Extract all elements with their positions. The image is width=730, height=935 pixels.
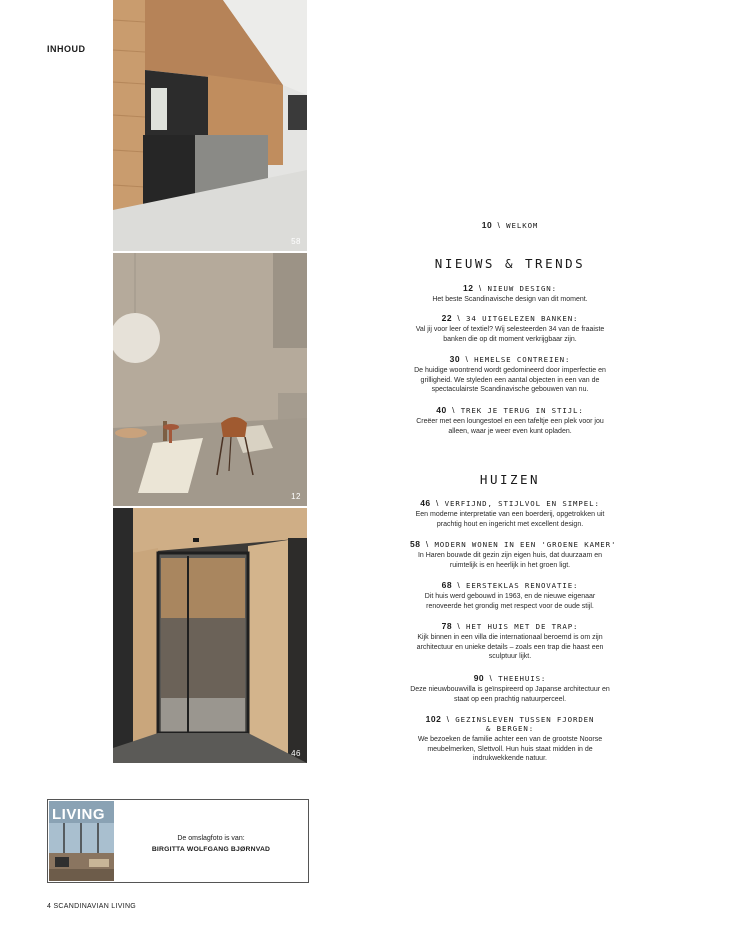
toc-entry-title-continued: & BERGEN: <box>485 724 535 733</box>
page-footer <box>47 903 136 910</box>
toc-entry-description: In Haren bouwde dit gezin zijn eigen huis, dat duurzaam en ruimtelijk is en heerlijk in het groen ligt. <box>417 552 603 569</box>
toc-entry[interactable]: 40 \ TREK JE TERUG IN STIJL: Creëer met een loungestoel en een tafeltje een plek voor jou alleen, waar je weer even kunt opladen. <box>410 405 610 436</box>
toc-entry-description: Kijk binnen in een villa die internationaal beroemd is om zijn architectuur en unieke details – zoals een trap die haast een sculptuur lijkt. <box>416 634 604 660</box>
cover-logo: LIVING <box>52 806 106 823</box>
cover-caption: De omslagfoto is van: <box>177 835 245 842</box>
cover-credit-box <box>47 799 309 883</box>
toc-page-number: 40 <box>436 405 447 415</box>
toc-entry[interactable]: 68 \ EERSTEKLAS RENOVATIE: Dit huis werd gebouwd in 1963, en de nieuwe eigenaar renoveerde het grondig met respect voor de oude stijl. <box>410 580 610 611</box>
toc-entry-title: GEZINSLEVEN TUSSEN FJORDEN <box>455 715 595 724</box>
toc-entry-title: THEEHUIS: <box>498 674 547 683</box>
entrance-photo <box>113 508 307 763</box>
toc-entry[interactable]: 12 \ NIEUW DESIGN: Het beste Scandinavische design van dit moment. <box>410 283 610 305</box>
toc-entry-description: We bezoeken de familie achter een van de grootste Noorse meubelmerken, Slettvoll. Hun huis staat midden in de indrukwekkende natuur. <box>417 736 603 762</box>
toc-entry-title: 34 UITGELEZEN BANKEN: <box>466 314 579 323</box>
toc-entry-description: Dit huis werd gebouwd in 1963, en de nieuwe eigenaar renoveerde het grondig met respect voor de oude stijl. <box>424 593 596 610</box>
toc-entry-title: HET HUIS MET DE TRAP: <box>466 622 579 631</box>
toc-entry-description: Deze nieuwbouwvilla is geïnspireerd op Japanse architectuur en staat op een prachtig natuurperceel. <box>410 686 610 703</box>
toc-entry-title: HEMELSE CONTREIEN: <box>474 355 571 364</box>
toc-page-number: 78 <box>441 621 453 631</box>
toc-page-number: 102 <box>425 714 442 724</box>
toc-entry-description: Het beste Scandinavische design van dit moment. <box>432 296 588 303</box>
photo-page-number: 46 <box>291 749 301 758</box>
magazine-name: SCANDINAVIAN LIVING <box>53 903 137 910</box>
toc-entry-description: De huidige woontrend wordt gedomineerd door imperfectie en grilligheid. We styleden een aantal objecten in een van de spectaculairste Scandinavische gebouwen van nu. <box>414 367 606 393</box>
toc-entry[interactable]: 46 \ VERFIJND, STIJLVOL EN SIMPEL: Een moderne interpretatie van een boerderij, opgetrokken uit prachtig hout en ingericht met excellent design. <box>410 498 610 529</box>
toc-entry-title: WELKOM <box>506 221 539 230</box>
section-title-news: NIEUWS & TRENDS <box>434 256 586 271</box>
photo-page-number: 12 <box>291 492 301 501</box>
toc-entry-description: Creëer met een loungestoel en een tafeltje een plek voor jou alleen, waar je weer even kunt opladen. <box>416 418 604 435</box>
toc-page-number: 22 <box>441 313 453 323</box>
toc-page-number: 12 <box>463 283 474 293</box>
section-title-houses: HUIZEN <box>479 472 541 487</box>
toc-entry[interactable]: 102 \ GEZINSLEVEN TUSSEN FJORDEN & BERGEN: We bezoeken de familie achter een van de grootste Noorse meubelmerken, Slettvoll. Hun huis staat midden in de indrukwekkende natuur. <box>410 714 610 764</box>
toc-page-number: 90 <box>473 673 485 683</box>
toc-entry[interactable]: 90 \ THEEHUIS: Deze nieuwbouwvilla is geïnspireerd op Japanse architectuur en staat op een prachtig natuurperceel. <box>410 673 610 703</box>
toc-page-number: 30 <box>449 354 461 364</box>
cover-thumbnail <box>49 801 114 881</box>
page-number: 4 <box>47 903 52 910</box>
toc-entry-title: NIEUW DESIGN: <box>487 284 557 293</box>
cover-credit <box>114 833 308 855</box>
toc-page-number: 46 <box>420 498 431 508</box>
page-title: INHOUD <box>47 44 86 54</box>
toc-page-number: 68 <box>441 580 453 590</box>
toc-entry-title: MODERN WONEN IN EEN 'GROENE KAMER' <box>434 540 617 549</box>
toc-entry[interactable]: 30 \ HEMELSE CONTREIEN: De huidige woontrend wordt gedomineerd door imperfectie en grilligheid. We styleden een aantal objecten in een van de spectaculairste Scandinavische gebouwen van nu. <box>410 354 610 395</box>
kitchen-photo <box>113 0 307 251</box>
toc-entry-description: Een moderne interpretatie van een boerderij, opgetrokken uit prachtig hout en ingericht met excellent design. <box>415 511 605 528</box>
toc-entry-title: EERSTEKLAS RENOVATIE: <box>466 581 579 590</box>
toc-entry[interactable]: 22 \ 34 UITGELEZEN BANKEN: Val jij voor leer of textiel? Wij selesteerden 34 van de fraaiste banken die op dit moment verkrijgbaar zijn. <box>410 313 610 344</box>
toc-entry-description: Val jij voor leer of textiel? Wij selesteerden 34 van de fraaiste banken die op dit moment verkrijgbaar zijn. <box>415 326 605 343</box>
photo-page-number: 58 <box>291 237 301 246</box>
toc-welcome[interactable]: 10 \ WELKOM <box>481 220 539 230</box>
toc-page-number: 58 <box>410 539 421 549</box>
toc-page-number: 10 <box>481 220 493 230</box>
toc-entry-title: TREK JE TERUG IN STIJL: <box>460 406 584 415</box>
toc-entry[interactable]: 78 \ HET HUIS MET DE TRAP: Kijk binnen in een villa die internationaal beroemd is om zijn architectuur en unieke details – zoals een trap die haast een sculptuur lijkt. <box>410 621 610 662</box>
toc-entry-title: VERFIJND, STIJLVOL EN SIMPEL: <box>444 499 600 508</box>
interior-photo <box>113 253 307 506</box>
cover-photographer: BIRGITTA WOLFGANG BJØRNVAD <box>151 846 271 853</box>
toc-entry[interactable]: 58 \ MODERN WONEN IN EEN 'GROENE KAMER' In Haren bouwde dit gezin zijn eigen huis, dat duurzaam en ruimtelijk is en heerlijk in het groen ligt. <box>410 539 617 569</box>
